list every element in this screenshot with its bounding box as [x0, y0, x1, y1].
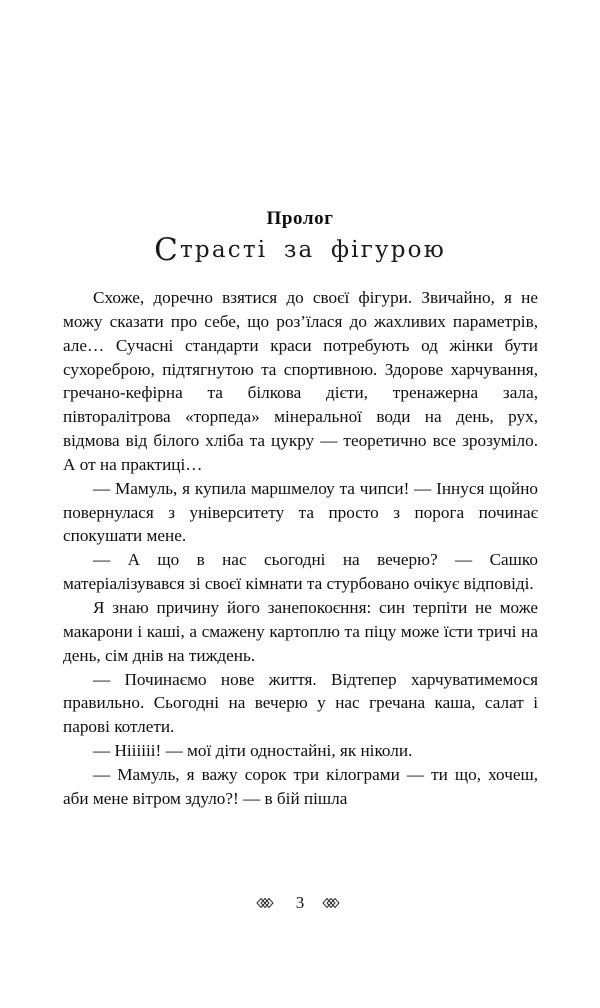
diamond-ornament-icon — [320, 896, 346, 910]
paragraph: — Мамуль, я важу сорок три кілограми — ти що, хочеш, аби мене вітром здуло?! — в бій пішла — [63, 764, 538, 808]
page-footer — [0, 893, 600, 915]
paragraph: — Починаємо нове життя. Відтепер харчуватимемося правильно. Сьогодні на вечерю у нас гречана каша, салат і парові котлети. — [63, 669, 538, 737]
body-text-block — [63, 286, 538, 811]
chapter-title-rest: трасті за фігурою — [179, 236, 446, 263]
page-number: 3 — [295, 893, 305, 912]
paragraph: — Ніііііі! — мої діти одностайні, як ніколи. — [93, 741, 413, 761]
paragraph: — А що в нас сьогодні на вечерю? — Сашко матеріалізувався зі своєї кімнати та стурбовано очікує відповіді. — [63, 550, 538, 594]
diamond-ornament-icon — [254, 896, 280, 910]
chapter-title-initial: С — [154, 231, 180, 268]
chapter-label: Пролог — [266, 208, 334, 229]
chapter-heading-block — [63, 208, 537, 266]
paragraph: Я знаю причину його занепокоєння: син терпіти не може макарони і каші, а смажену картоплю та піцу може їсти тричі на день, сім днів на тиждень. — [63, 597, 538, 665]
chapter-title — [63, 231, 537, 268]
paragraph: Схоже, доречно взятися до своєї фігури. Звичайно, я не можу сказати про себе, що роз’їлася до жахливих параметрів, але… Сучасні стандарти краси потребують од жінки бути сухореброю, підтягнутою та спортивною. Здорове харчування, гречано-кефірна та білкова дієти, тренажерна зала, півторалітрова «торпеда» мінеральної води на день, рух, відмова від білого хліба та цукру — теоретично все зрозуміло. А от на практиці… — [63, 288, 538, 474]
paragraph: — Мамуль, я купила маршмелоу та чипси! — Іннуся щойно повернулася з університету та просто з порога починає спокушати мене. — [63, 478, 538, 546]
